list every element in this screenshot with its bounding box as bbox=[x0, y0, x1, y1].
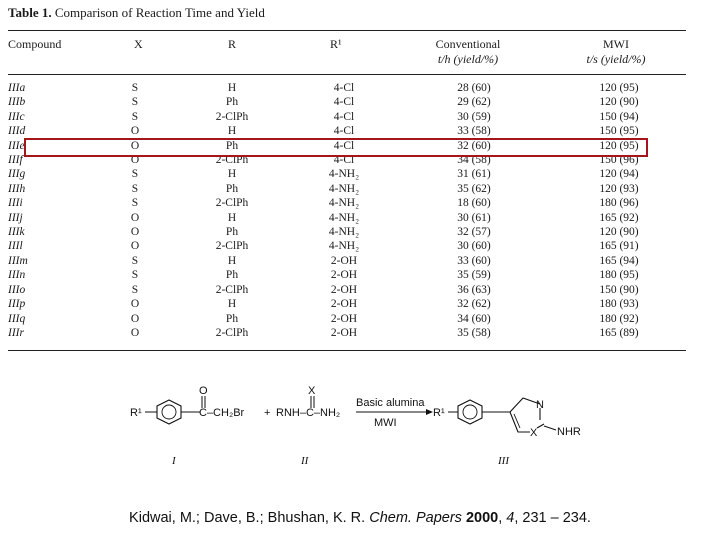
cell-mwi: 120 (95) bbox=[599, 139, 639, 152]
cell-r1: 4-Cl bbox=[333, 82, 355, 94]
cell-r1: 4-NH₂ bbox=[328, 226, 360, 239]
cell-conventional: 36 (63) bbox=[457, 283, 491, 296]
cell-compound: IIId bbox=[8, 125, 26, 138]
cell-r: 2-ClPh bbox=[215, 326, 249, 339]
cell-r1: 2-OH bbox=[330, 254, 358, 267]
cell-x: O bbox=[130, 326, 140, 339]
cell-compound: IIIq bbox=[8, 312, 26, 325]
cell-r: 2-ClPh bbox=[215, 110, 249, 123]
table-bottom-rule bbox=[8, 350, 686, 351]
highlight-box bbox=[24, 138, 648, 157]
cell-compound: IIIe bbox=[8, 139, 25, 152]
cell-r1: 4-NH₂ bbox=[328, 182, 360, 195]
table-row bbox=[8, 297, 686, 311]
heterocycle-double-bond bbox=[514, 414, 520, 428]
reaction-scheme bbox=[120, 380, 620, 470]
cell-compound: IIIh bbox=[8, 182, 26, 195]
cell-r: H bbox=[227, 298, 237, 311]
citation-authors: Kidwai, M.; Dave, B.; Bhushan, K. R. bbox=[129, 510, 366, 526]
cell-compound: IIIf bbox=[8, 154, 23, 167]
cell-mwi: 180 (96) bbox=[599, 197, 639, 210]
label-compound-2: II bbox=[301, 455, 309, 467]
cell-r: H bbox=[227, 125, 237, 138]
cell-x: O bbox=[130, 240, 140, 253]
table-row bbox=[8, 326, 686, 340]
header-mwi: MWI t/s (yield/%) bbox=[586, 37, 646, 66]
aromatic-circle-2 bbox=[463, 405, 477, 419]
cell-compound: IIIl bbox=[8, 240, 23, 253]
cell-r1: 4-Cl bbox=[333, 96, 355, 109]
header-conventional: Conventional t/h (yield/%) bbox=[435, 37, 501, 66]
cell-mwi: 120 (94) bbox=[599, 168, 639, 181]
table-caption bbox=[8, 5, 265, 21]
table-caption-prefix: Table 1. bbox=[8, 5, 52, 20]
cell-compound: IIIm bbox=[8, 254, 28, 267]
cell-mwi: 165 (94) bbox=[599, 254, 639, 267]
cell-conventional: 35 (62) bbox=[457, 182, 491, 195]
table-row bbox=[8, 196, 686, 210]
reagent2-x: X bbox=[308, 385, 316, 397]
table-row bbox=[8, 312, 686, 326]
cell-conventional: 32 (62) bbox=[457, 298, 491, 311]
cell-r: Ph bbox=[225, 96, 239, 109]
cell-x: S bbox=[131, 269, 139, 282]
benzene-ring-1 bbox=[157, 400, 181, 424]
aromatic-circle-1 bbox=[162, 405, 176, 419]
table-header-rule bbox=[8, 74, 686, 75]
cell-mwi: 150 (90) bbox=[599, 283, 639, 296]
cell-compound: IIIb bbox=[8, 96, 26, 109]
header-r1: R¹ bbox=[330, 37, 342, 51]
cell-conventional: 30 (59) bbox=[457, 110, 491, 123]
product-x: X bbox=[530, 427, 538, 439]
citation-pages: 231 – 234. bbox=[522, 510, 591, 526]
cell-x: S bbox=[131, 168, 139, 181]
cell-x: O bbox=[130, 125, 140, 138]
cell-r: Ph bbox=[225, 312, 239, 325]
product-r1: R¹ bbox=[433, 407, 445, 419]
cell-x: O bbox=[130, 154, 140, 167]
cell-r: H bbox=[227, 254, 237, 267]
cell-x: S bbox=[131, 254, 139, 267]
table-row bbox=[8, 211, 686, 225]
citation: Kidwai, M.; Dave, B.; Bhushan, K. R. Chem. Papers 2000, 4, 231 – 234. bbox=[129, 510, 591, 526]
citation-year: 2000 bbox=[465, 510, 499, 526]
cell-mwi: 120 (95) bbox=[599, 82, 639, 94]
table-row bbox=[8, 254, 686, 268]
cell-r1: 4-NH₂ bbox=[328, 168, 360, 181]
reagent1-chain: C–CH₂Br bbox=[199, 407, 245, 419]
table-row bbox=[8, 110, 686, 124]
cell-mwi: 165 (91) bbox=[599, 240, 639, 253]
reagent2-formula: RNH–C–NH₂ bbox=[276, 407, 341, 419]
cell-conventional: 29 (62) bbox=[457, 96, 491, 109]
heterocycle-x-bond bbox=[537, 424, 544, 428]
label-compound-3: III bbox=[498, 455, 509, 467]
cell-compound: IIIa bbox=[8, 82, 26, 94]
cell-conventional: 35 (58) bbox=[457, 326, 491, 339]
product-n: N bbox=[536, 399, 544, 411]
cell-x: S bbox=[131, 197, 139, 210]
cell-r: 2-ClPh bbox=[215, 154, 249, 167]
cell-r1: 4-NH₂ bbox=[328, 211, 360, 224]
data-table bbox=[8, 81, 686, 340]
cell-r1: 4-NH₂ bbox=[328, 240, 360, 253]
cell-mwi: 150 (96) bbox=[599, 154, 639, 167]
cell-compound: IIIj bbox=[8, 211, 23, 224]
cell-conventional: 18 (60) bbox=[457, 197, 491, 210]
table-row bbox=[8, 225, 686, 239]
cell-x: O bbox=[130, 211, 140, 224]
plus-sign: + bbox=[264, 407, 271, 419]
cell-r1: 4-NH₂ bbox=[328, 197, 360, 210]
cell-r1: 2-OH bbox=[330, 298, 358, 311]
reagent1-oxygen: O bbox=[199, 385, 208, 397]
cell-r1: 2-OH bbox=[330, 326, 358, 339]
cell-r: Ph bbox=[225, 226, 239, 239]
reaction-arrow-head bbox=[426, 409, 433, 415]
cell-x: O bbox=[130, 226, 140, 239]
bond-c2-nhr bbox=[544, 426, 556, 430]
benzene-ring-2 bbox=[458, 400, 482, 424]
cell-x: O bbox=[130, 298, 140, 311]
cell-r: Ph bbox=[225, 269, 239, 282]
cell-conventional: 32 (60) bbox=[457, 139, 491, 152]
table-row bbox=[8, 182, 686, 196]
cell-compound: IIIn bbox=[8, 269, 26, 282]
cell-mwi: 180 (95) bbox=[599, 269, 639, 282]
cell-r: H bbox=[227, 211, 237, 224]
cell-x: S bbox=[131, 182, 139, 195]
cell-conventional: 33 (58) bbox=[457, 125, 491, 138]
cell-conventional: 34 (58) bbox=[457, 154, 491, 167]
citation-volume: 4 bbox=[506, 510, 515, 526]
cell-r1: 4-Cl bbox=[333, 125, 355, 138]
table-row bbox=[8, 283, 686, 297]
cell-conventional: 35 (59) bbox=[457, 269, 491, 282]
table-row bbox=[8, 95, 686, 109]
table-top-rule bbox=[8, 30, 686, 31]
cell-mwi: 150 (95) bbox=[599, 125, 639, 138]
table-body bbox=[8, 81, 686, 340]
header-x: X bbox=[134, 37, 143, 51]
cell-r1: 2-OH bbox=[330, 312, 358, 325]
cell-r: 2-ClPh bbox=[215, 197, 249, 210]
citation-journal: Chem. Papers bbox=[369, 510, 462, 526]
cell-conventional: 31 (61) bbox=[457, 168, 491, 181]
cell-r: 2-ClPh bbox=[215, 283, 249, 296]
cell-compound: IIIo bbox=[8, 283, 26, 296]
cell-conventional: 30 (60) bbox=[457, 240, 491, 253]
cell-r: Ph bbox=[225, 139, 239, 152]
table-caption-title: Comparison of Reaction Time and Yield bbox=[54, 5, 265, 20]
cell-compound: IIIp bbox=[8, 298, 26, 311]
cell-x: O bbox=[130, 312, 140, 325]
cell-r1: 2-OH bbox=[330, 269, 358, 282]
cell-compound: IIIi bbox=[8, 197, 23, 210]
product-nhr: NHR bbox=[557, 426, 581, 438]
cell-conventional: 30 (61) bbox=[457, 211, 491, 224]
arrow-bottom-label: MWI bbox=[374, 417, 397, 429]
cell-mwi: 120 (90) bbox=[599, 226, 639, 239]
cell-mwi: 180 (92) bbox=[599, 312, 639, 325]
cell-compound: IIIg bbox=[8, 168, 26, 181]
cell-x: S bbox=[131, 283, 139, 296]
header-compound: Compound bbox=[8, 37, 62, 51]
cell-mwi: 150 (94) bbox=[599, 110, 639, 123]
cell-compound: IIIc bbox=[8, 110, 25, 123]
cell-r: H bbox=[227, 82, 237, 94]
arrow-top-label: Basic alumina bbox=[356, 397, 425, 409]
cell-r: H bbox=[227, 168, 237, 181]
cell-conventional: 32 (57) bbox=[457, 226, 491, 239]
cell-mwi: 120 (90) bbox=[599, 96, 639, 109]
header-r: R bbox=[228, 37, 237, 51]
cell-conventional: 34 (60) bbox=[457, 312, 491, 325]
reagent1-r1: R¹ bbox=[130, 407, 142, 419]
cell-r1: 4-Cl bbox=[333, 110, 355, 123]
cell-r1: 4-Cl bbox=[333, 139, 355, 152]
cell-mwi: 120 (93) bbox=[599, 182, 639, 195]
heterocycle-bottom-bonds bbox=[510, 412, 530, 432]
table-row bbox=[8, 124, 686, 138]
cell-r: Ph bbox=[225, 182, 239, 195]
cell-x: O bbox=[130, 139, 140, 152]
cell-mwi: 180 (93) bbox=[599, 298, 639, 311]
cell-x: S bbox=[131, 82, 139, 94]
cell-x: S bbox=[131, 96, 139, 109]
cell-compound: IIIr bbox=[8, 326, 24, 339]
cell-x: S bbox=[131, 110, 139, 123]
cell-compound: IIIk bbox=[8, 226, 25, 239]
label-compound-1: I bbox=[172, 455, 176, 467]
table-row bbox=[8, 268, 686, 282]
cell-conventional: 33 (60) bbox=[457, 254, 491, 267]
cell-mwi: 165 (89) bbox=[599, 326, 639, 339]
cell-mwi: 165 (92) bbox=[599, 211, 639, 224]
cell-conventional: 28 (60) bbox=[457, 82, 491, 94]
table-row bbox=[8, 239, 686, 253]
cell-r: 2-ClPh bbox=[215, 240, 249, 253]
cell-r1: 4-Cl bbox=[333, 154, 355, 167]
table-row bbox=[8, 81, 686, 95]
cell-r1: 2-OH bbox=[330, 283, 358, 296]
table-row bbox=[8, 167, 686, 181]
